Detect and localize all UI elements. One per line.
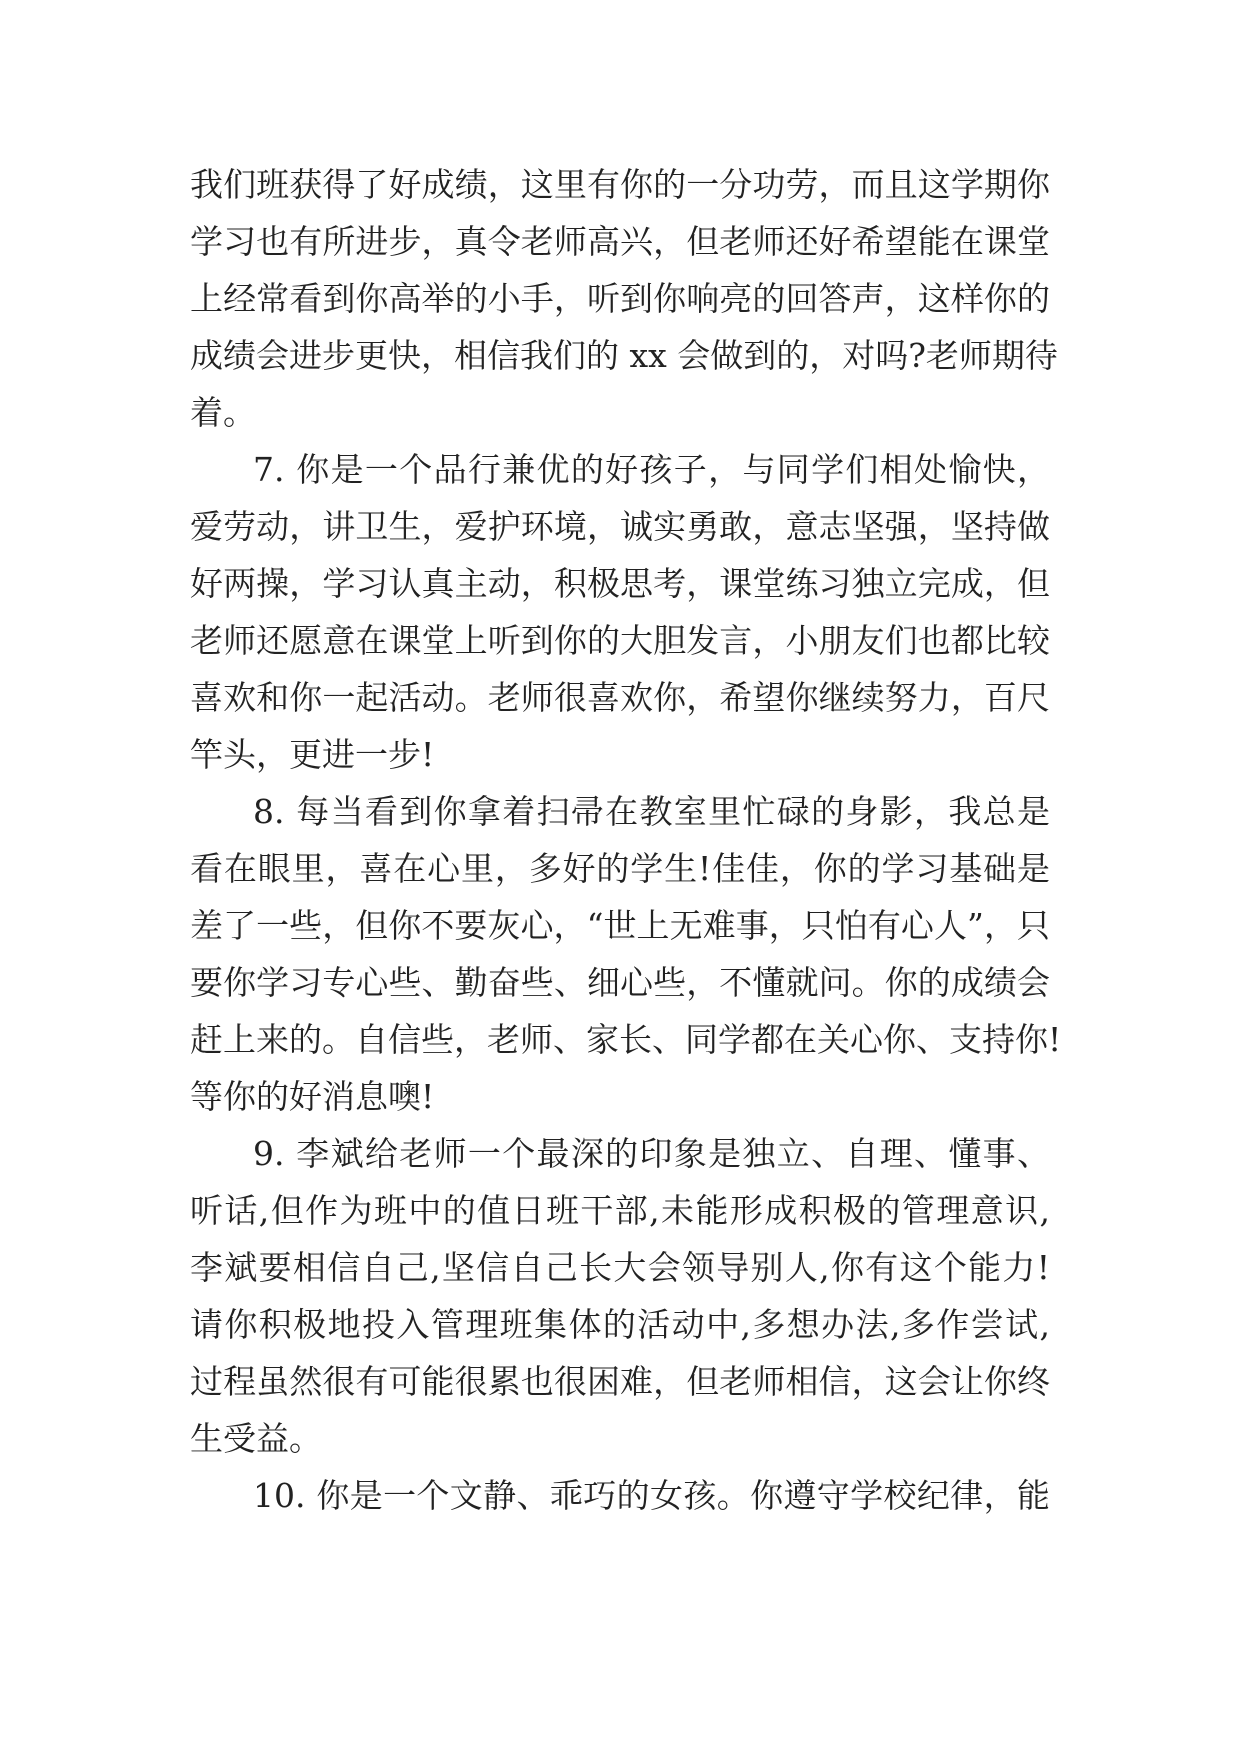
text-line: 我们班获得了好成绩，这里有你的一分功劳，而且这学期你 [190, 165, 1050, 204]
text-line: 生受益。 [190, 1419, 322, 1458]
text-line: 要你学习专心些、勤奋些、细心些，不懂就问。你的成绩会 [190, 963, 1050, 1002]
text-line: 着。 [190, 393, 256, 432]
text-line: 竿头，更进一步! [190, 735, 435, 774]
text-line: 听话,但作为班中的值日班干部,未能形成积极的管理意识, [190, 1191, 1050, 1230]
paragraph-first-line: 10. 你是一个文静、乖巧的女孩。你遵守学校纪律，能 [253, 1476, 1050, 1515]
paragraph-first-line: 9. 李斌给老师一个最深的印象是独立、自理、懂事、 [253, 1134, 1050, 1173]
text-line: 等你的好消息噢! [190, 1077, 435, 1116]
text-line: 学习也有所进步，真令老师高兴，但老师还好希望能在课堂 [190, 222, 1050, 261]
paragraph-first-line: 7. 你是一个品行兼优的好孩子，与同学们相处愉快， [253, 450, 1050, 489]
text-line: 爱劳动，讲卫生，爱护环境，诚实勇敢，意志坚强，坚持做 [190, 507, 1050, 546]
text-line: 李斌要相信自己,坚信自己长大会领导别人,你有这个能力! [190, 1248, 1050, 1287]
text-line: 过程虽然很有可能很累也很困难，但老师相信，这会让你终 [190, 1362, 1050, 1401]
text-line: 成绩会进步更快，相信我们的 xx 会做到的，对吗?老师期待 [190, 336, 1058, 375]
text-line: 好两操，学习认真主动，积极思考，课堂练习独立完成，但 [190, 564, 1050, 603]
text-line: 老师还愿意在课堂上听到你的大胆发言，小朋友们也都比较 [190, 621, 1050, 660]
text-line: 请你积极地投入管理班集体的活动中,多想办法,多作尝试, [190, 1305, 1050, 1344]
text-line: 赶上来的。自信些，老师、家长、同学都在关心你、支持你! [190, 1020, 1062, 1059]
text-line: 看在眼里，喜在心里，多好的学生!佳佳，你的学习基础是 [190, 849, 1050, 888]
text-line: 喜欢和你一起活动。老师很喜欢你，希望你继续努力，百尺 [190, 678, 1050, 717]
text-line: 上经常看到你高举的小手，听到你响亮的回答声，这样你的 [190, 279, 1050, 318]
text-line: 差了一些，但你不要灰心，“世上无难事，只怕有心人”，只 [190, 906, 1050, 945]
paragraph-first-line: 8. 每当看到你拿着扫帚在教室里忙碌的身影，我总是 [253, 792, 1050, 831]
